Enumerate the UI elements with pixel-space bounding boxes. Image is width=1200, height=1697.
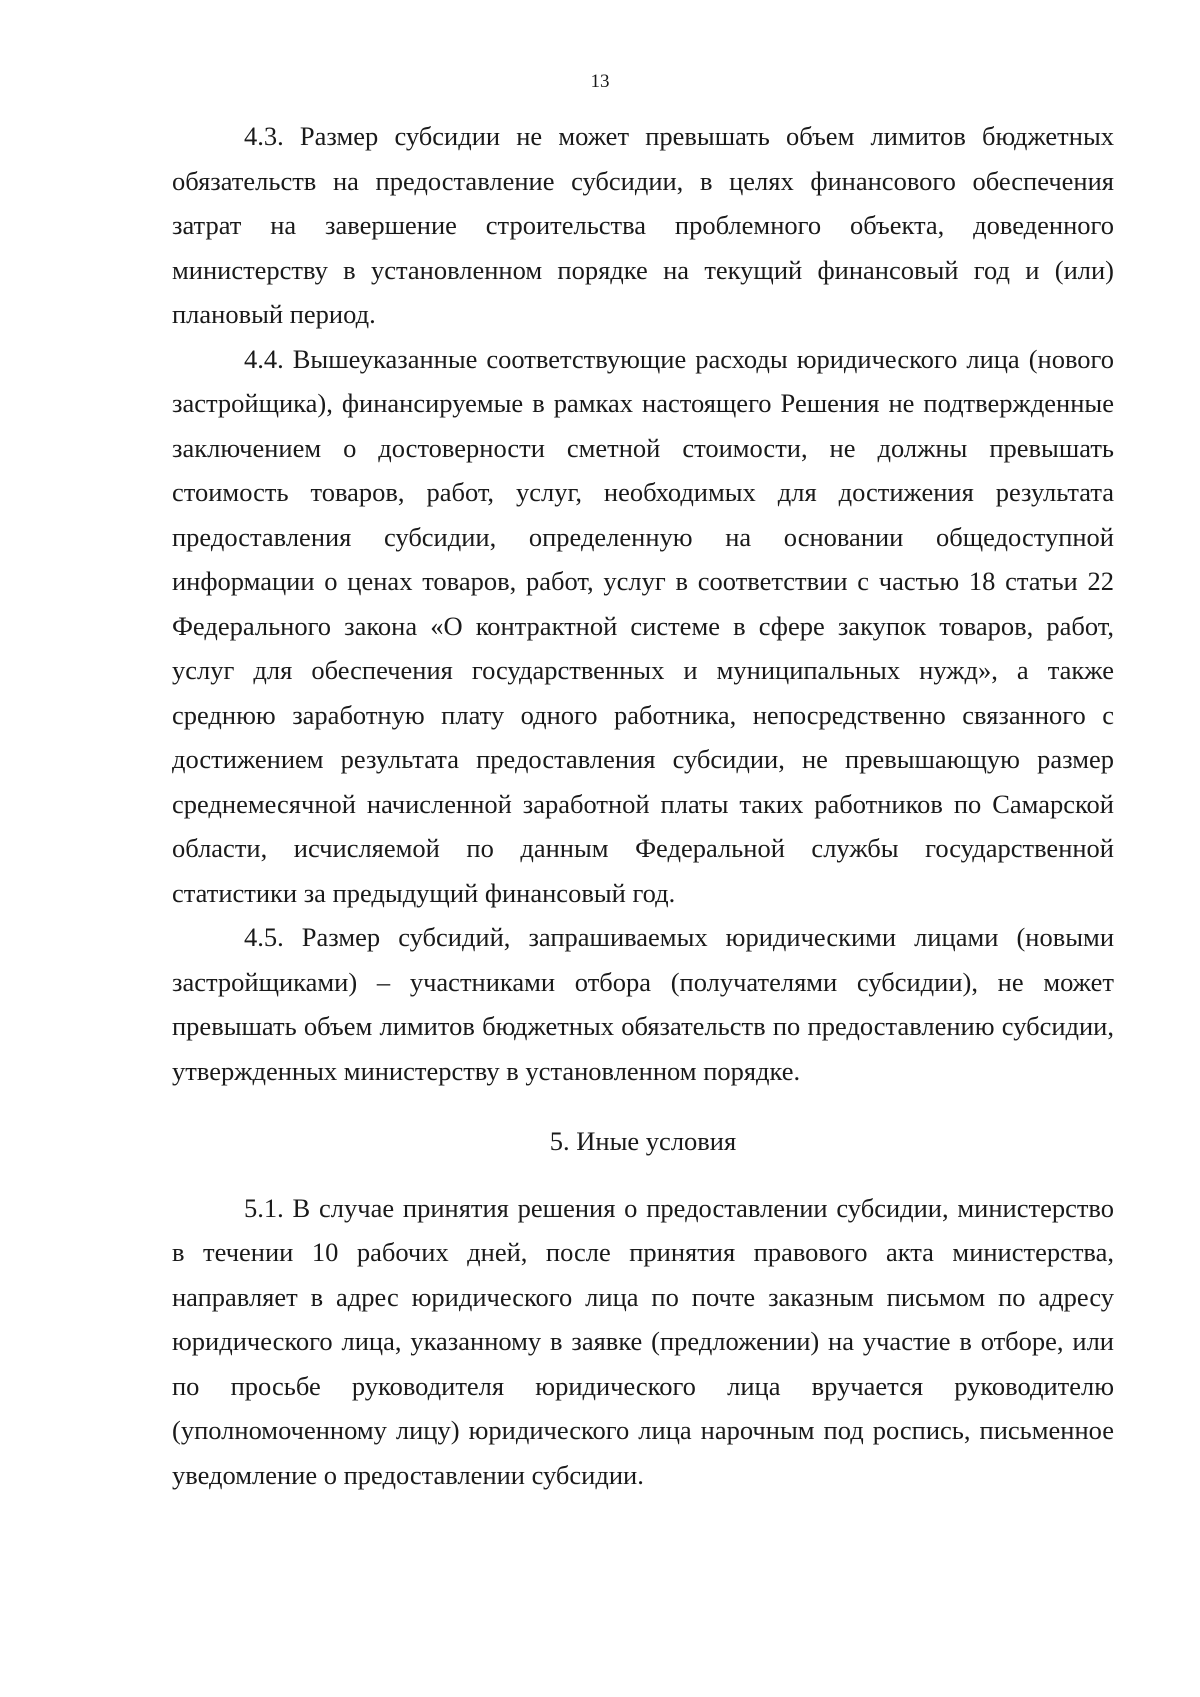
section-heading: 5. Иные условия xyxy=(549,1126,737,1156)
paragraph-5-1: 5.1. В случае принятия решения о предоставлении субсидии, министерство в течении 10 рабочих дней, после принятия правового акта министерства, направляет в адрес юридического лица по почте заказным письмом по адресу юридического лица, указанному в заявке (предложении) на участие в отборе, или по просьбе руководителя юридического лица вручается руководителю (уполномоченному лицу) юридического лица нарочным под роспись, письменное уведомление о предоставлении субсидии. xyxy=(172,1192,1114,1490)
document-body xyxy=(172,114,1114,1497)
paragraph-4-5: 4.5. Размер субсидий, запрашиваемых юридическими лицами (новыми застройщиками) – участниками отбора (получателями субсидии), не может превышать объем лимитов бюджетных обязательств по предоставлению субсидии, утвержденных министерству в установленном порядке. xyxy=(172,922,1114,1086)
paragraph-4-3: 4.3. Размер субсидии не может превышать объем лимитов бюджетных обязательств на предоставление субсидии, в целях финансового обеспечения затрат на завершение строительства проблемного объекта, доведенного министерству в установленном порядке на текущий финансовый год и (или) плановый период. xyxy=(172,121,1114,329)
paragraph-4-4: 4.4. Вышеуказанные соответствующие расходы юридического лица (нового застройщика), финансируемые в рамках настоящего Решения не подтвержденные заключением о достоверности сметной стоимости, не должны превышать стоимость товаров, работ, услуг, необходимых для достижения результата предоставления субсидии, определенную на основании общедоступной информации о ценах товаров, работ, услуг в соответствии с частью 18 статьи 22 Федерального закона «О контрактной системе в сфере закупок товаров, работ, услуг для обеспечения государственных и муниципальных нужд», а также среднюю заработную плату одного работника, непосредственно связанного с достижением результата предоставления субсидии, не превышающую размер среднемесячной начисленной заработной платы таких работников по Самарской области, исчисляемой по данным Федеральной службы государственной статистики за предыдущий финансовый год. xyxy=(172,343,1114,908)
page-number: 13 xyxy=(590,71,610,92)
